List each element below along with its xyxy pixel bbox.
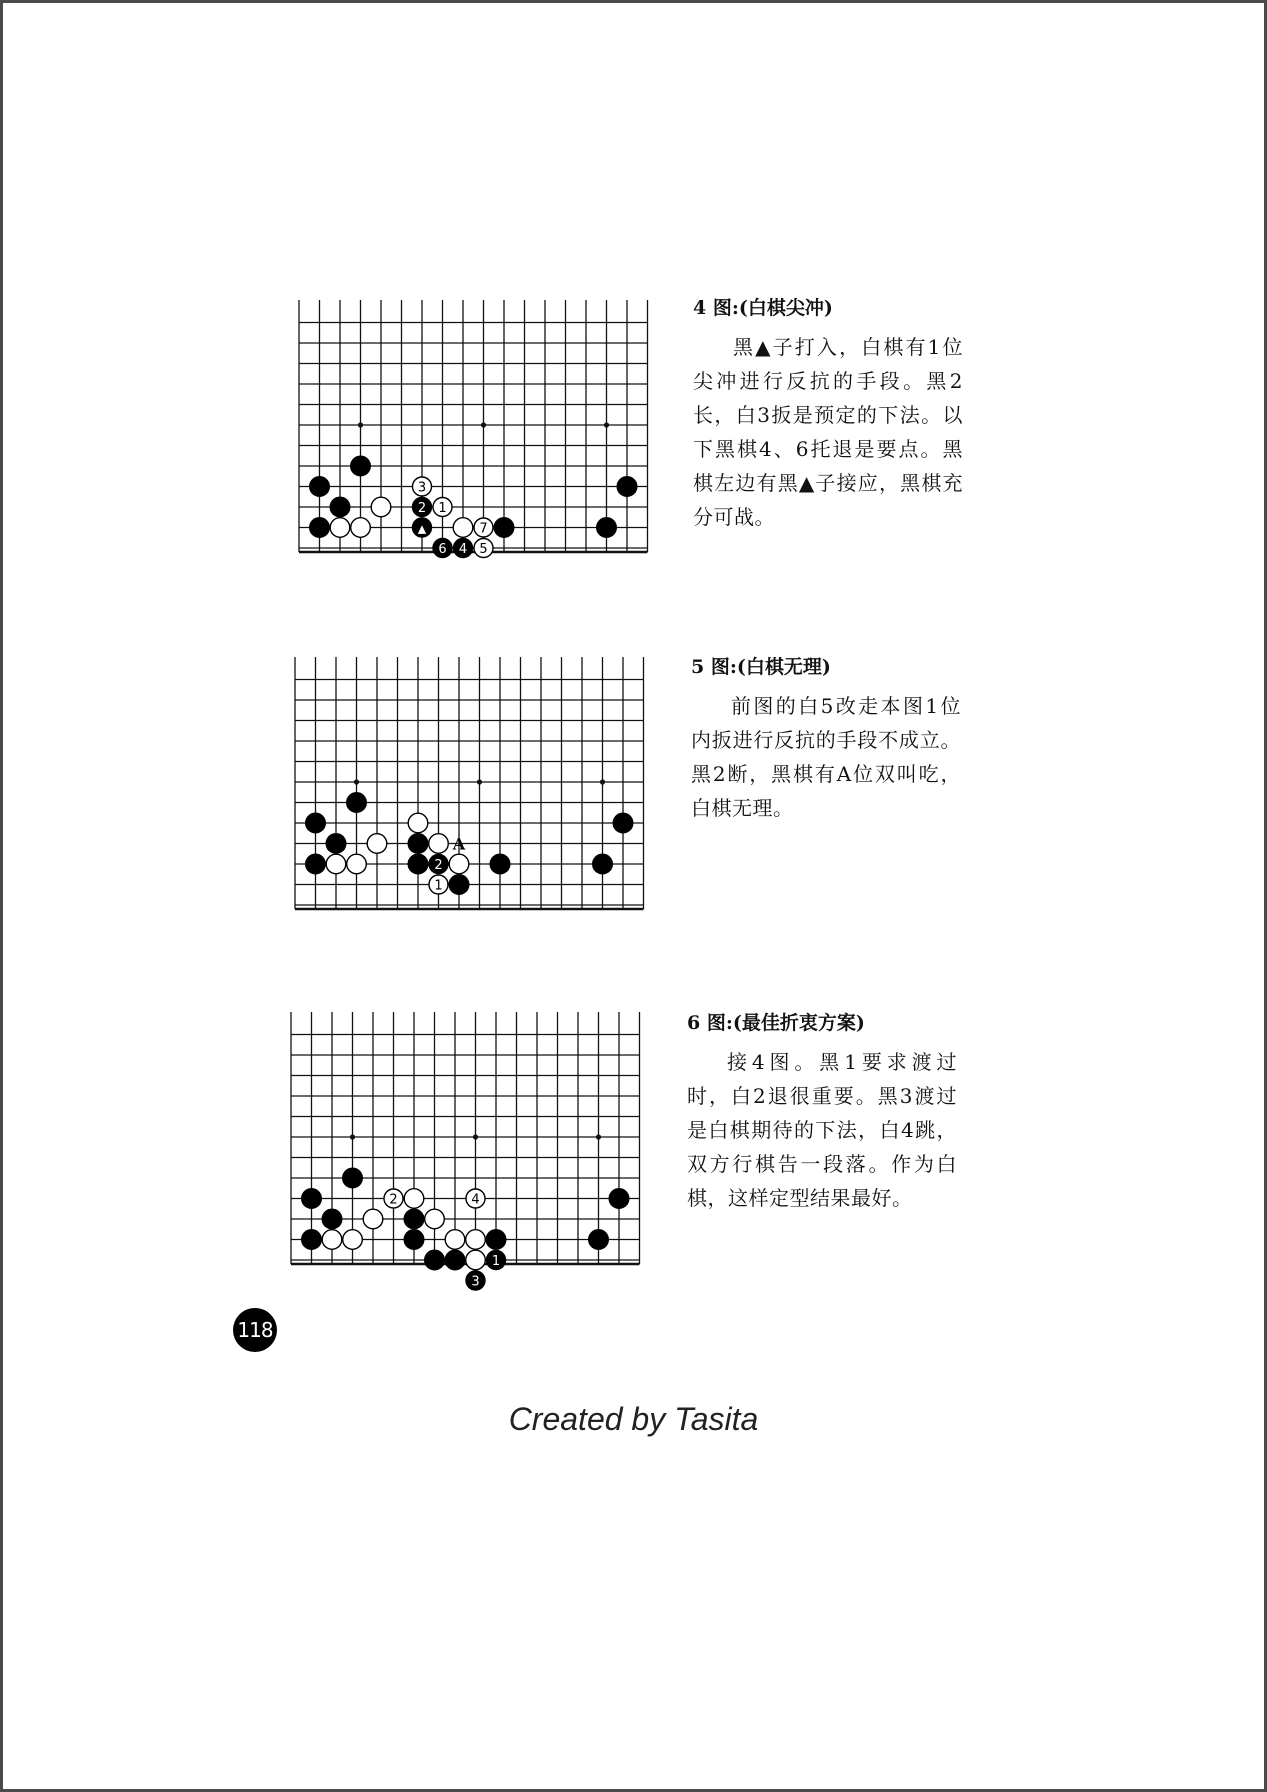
white-stone	[466, 1189, 485, 1208]
board-svg	[295, 298, 652, 556]
white-stone	[429, 834, 449, 854]
white-stone	[429, 875, 448, 894]
move-number: 1	[438, 501, 447, 516]
grid-lines	[291, 1012, 640, 1264]
white-stone	[322, 1230, 342, 1250]
black-stone	[490, 854, 510, 874]
point-marker-label: A	[452, 834, 466, 854]
black-stone	[487, 1251, 506, 1270]
white-stone	[474, 539, 493, 558]
star-point	[350, 1134, 355, 1139]
black-stone	[609, 1189, 629, 1209]
white-stone	[384, 1189, 403, 1208]
white-stone	[330, 518, 350, 538]
black-stone	[466, 1271, 485, 1290]
black-stone	[589, 1230, 609, 1250]
black-stone	[306, 813, 326, 833]
black-stone	[617, 477, 637, 497]
white-stone	[425, 1209, 445, 1229]
move-number: 2	[389, 1192, 398, 1208]
black-stone	[613, 813, 633, 833]
black-stone	[408, 834, 428, 854]
go-board-diagram-4	[295, 298, 652, 556]
white-stone	[347, 854, 367, 874]
white-stone	[413, 477, 432, 496]
black-stone	[593, 854, 613, 874]
black-stone	[486, 1230, 506, 1250]
white-stone	[433, 498, 452, 517]
caption-diagram-4	[693, 296, 963, 534]
board-svg	[291, 655, 648, 913]
move-number: 3	[471, 1274, 480, 1290]
move-number: 2	[417, 501, 427, 516]
star-point	[358, 422, 363, 427]
black-stone	[413, 518, 432, 537]
star-point	[473, 1134, 478, 1139]
black-stone	[449, 875, 469, 895]
white-stone	[371, 497, 391, 517]
black-stone	[306, 854, 326, 874]
move-number: 3	[417, 480, 427, 496]
black-stone	[408, 854, 428, 874]
white-stone	[408, 813, 428, 833]
black-stone	[404, 1230, 424, 1250]
star-point	[604, 422, 609, 427]
caption-title: 4 图:(白棋尖冲)	[693, 297, 833, 319]
white-stone	[326, 854, 346, 874]
move-number: 4	[458, 542, 468, 557]
board-svg	[287, 1010, 644, 1290]
credit-text: Created by Tasita	[508, 1401, 759, 1437]
black-stone	[310, 477, 330, 497]
black-stone	[429, 855, 448, 874]
white-stone	[363, 1209, 383, 1229]
go-board-diagram-5	[291, 655, 648, 913]
star-point	[481, 422, 486, 427]
move-number: 1	[434, 878, 443, 894]
white-stone	[474, 518, 493, 537]
white-stone	[404, 1189, 424, 1209]
book-page	[3, 3, 1264, 1789]
black-stone	[413, 498, 432, 517]
go-board-diagram-6	[287, 1010, 644, 1290]
caption-diagram-5	[691, 655, 961, 825]
black-stone	[445, 1250, 465, 1270]
black-stone	[330, 497, 350, 517]
caption-diagram-6	[687, 1011, 957, 1215]
caption-title: 6 图:(最佳折衷方案)	[687, 1012, 865, 1034]
black-stone	[425, 1250, 445, 1270]
grid-lines	[299, 300, 648, 552]
black-stone	[322, 1209, 342, 1229]
black-stone	[454, 539, 473, 558]
move-number: ▲	[417, 522, 427, 536]
white-stone	[453, 518, 473, 538]
caption-title: 5 图:(白棋无理)	[691, 656, 831, 678]
caption-text: 黑▲子打入，白棋有1位尖冲进行反抗的手段。黑2长，白3扳是预定的下法。以下黑棋4、6托退是要点。黑棋左边有黑▲子接应，黑棋充分可战。	[693, 335, 963, 529]
move-number: 6	[438, 542, 447, 557]
grid-lines	[295, 657, 644, 909]
black-stone	[351, 456, 371, 476]
white-stone	[351, 518, 371, 538]
black-stone	[326, 834, 346, 854]
star-point	[354, 779, 359, 784]
black-stone	[494, 518, 514, 538]
white-stone	[466, 1250, 486, 1270]
black-stone	[347, 793, 367, 813]
white-stone	[343, 1230, 363, 1250]
star-point	[477, 779, 482, 784]
black-stone	[310, 518, 330, 538]
move-number: 4	[471, 1192, 480, 1208]
white-stone	[449, 854, 469, 874]
move-number: 7	[479, 521, 488, 537]
white-stone	[445, 1230, 465, 1250]
page-number-badge: 118	[233, 1308, 277, 1352]
star-point	[596, 1134, 601, 1139]
star-point	[600, 779, 605, 784]
white-stone	[466, 1230, 486, 1250]
caption-text: 接4图。黑1要求渡过时，白2退很重要。黑3渡过是白棋期待的下法，白4跳，双方行棋告一段落。作为白棋，这样定型结果最好。	[687, 1050, 957, 1210]
black-stone	[302, 1189, 322, 1209]
caption-text: 前图的白5改走本图1位内扳进行反抗的手段不成立。黑2断，黑棋有A位双叫吃，白棋无理。	[691, 694, 961, 820]
move-number: 2	[434, 858, 443, 873]
black-stone	[433, 539, 452, 558]
black-stone	[404, 1209, 424, 1229]
black-stone	[343, 1168, 363, 1188]
move-number: 1	[491, 1254, 501, 1269]
white-stone	[367, 834, 387, 854]
black-stone	[597, 518, 617, 538]
move-number: 5	[479, 542, 488, 557]
black-stone	[302, 1230, 322, 1250]
